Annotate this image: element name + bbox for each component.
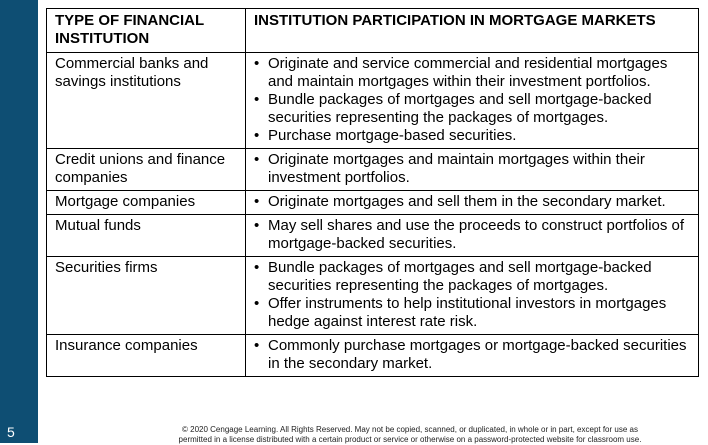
bullet-icon: • [254,217,260,234]
bullet-icon: • [254,91,260,108]
institution-cell: Mutual funds [47,215,246,257]
institution-cell: Credit unions and finance companies [47,149,246,191]
bullet-list [254,259,694,331]
bullet-item [254,91,694,127]
bullet-icon: • [254,193,260,210]
bullet-icon: • [254,295,260,312]
bullet-icon: • [254,259,260,276]
bullet-icon: • [254,55,260,72]
participation-cell [246,53,699,149]
copyright-line: © 2020 Cengage Learning. All Rights Reserved. May not be copied, scanned, or duplicated, in whole or in part, except for use as [182,425,638,434]
bullet-item [254,259,694,295]
bullet-icon: • [254,127,260,144]
table-row [47,257,699,335]
copyright-footer [110,425,708,445]
bullet-item [254,193,694,211]
side-bar [0,0,38,443]
institution-cell: Mortgage companies [47,191,246,215]
institution-table [46,8,699,377]
bullet-list [254,151,694,187]
institution-cell: Securities firms [47,257,246,335]
bullet-text: Originate mortgages and maintain mortgages within their investment portfolios. [268,151,645,186]
bullet-item [254,55,694,91]
table-row [47,335,699,377]
participation-cell [246,191,699,215]
institution-cell: Commercial banks and savings institutions [47,53,246,149]
bullet-item [254,127,694,145]
table-row [47,53,699,149]
header-participation: INSTITUTION PARTICIPATION IN MORTGAGE MARKETS [246,9,699,53]
slide-number: 5 [7,424,15,440]
participation-cell [246,335,699,377]
institution-cell: Insurance companies [47,335,246,377]
participation-cell [246,149,699,191]
copyright-line: permitted in a license distributed with a certain product or service or otherwise on a password-protected website for classroom use. [178,435,642,444]
header-institution-type: TYPE OF FINANCIAL INSTITUTION [47,9,246,53]
bullet-text: Commonly purchase mortgages or mortgage-backed securities in the secondary market. [268,337,687,372]
table-row [47,191,699,215]
bullet-text: Originate and service commercial and residential mortgages and maintain mortgages within their investment portfolios. [268,55,668,90]
bullet-text: Bundle packages of mortgages and sell mortgage-backed securities representing the packages of mortgages. [268,259,652,294]
table-row [47,149,699,191]
table-row [47,215,699,257]
bullet-item [254,217,694,253]
bullet-icon: • [254,337,260,354]
bullet-item [254,295,694,331]
bullet-list [254,337,694,373]
header-row [47,9,699,53]
bullet-text: Bundle packages of mortgages and sell mortgage-backed securities representing the packages of mortgages. [268,91,652,126]
bullet-text: Offer instruments to help institutional investors in mortgages hedge against interest rate risk. [268,295,667,330]
bullet-text: Purchase mortgage-based securities. [268,127,517,144]
bullet-list [254,217,694,253]
bullet-list [254,193,694,211]
bullet-text: May sell shares and use the proceeds to construct portfolios of mortgage-backed securities. [268,217,685,252]
bullet-icon: • [254,151,260,168]
bullet-item [254,337,694,373]
participation-cell [246,215,699,257]
bullet-item [254,151,694,187]
bullet-text: Originate mortgages and sell them in the secondary market. [268,193,666,210]
participation-cell [246,257,699,335]
bullet-list [254,55,694,145]
